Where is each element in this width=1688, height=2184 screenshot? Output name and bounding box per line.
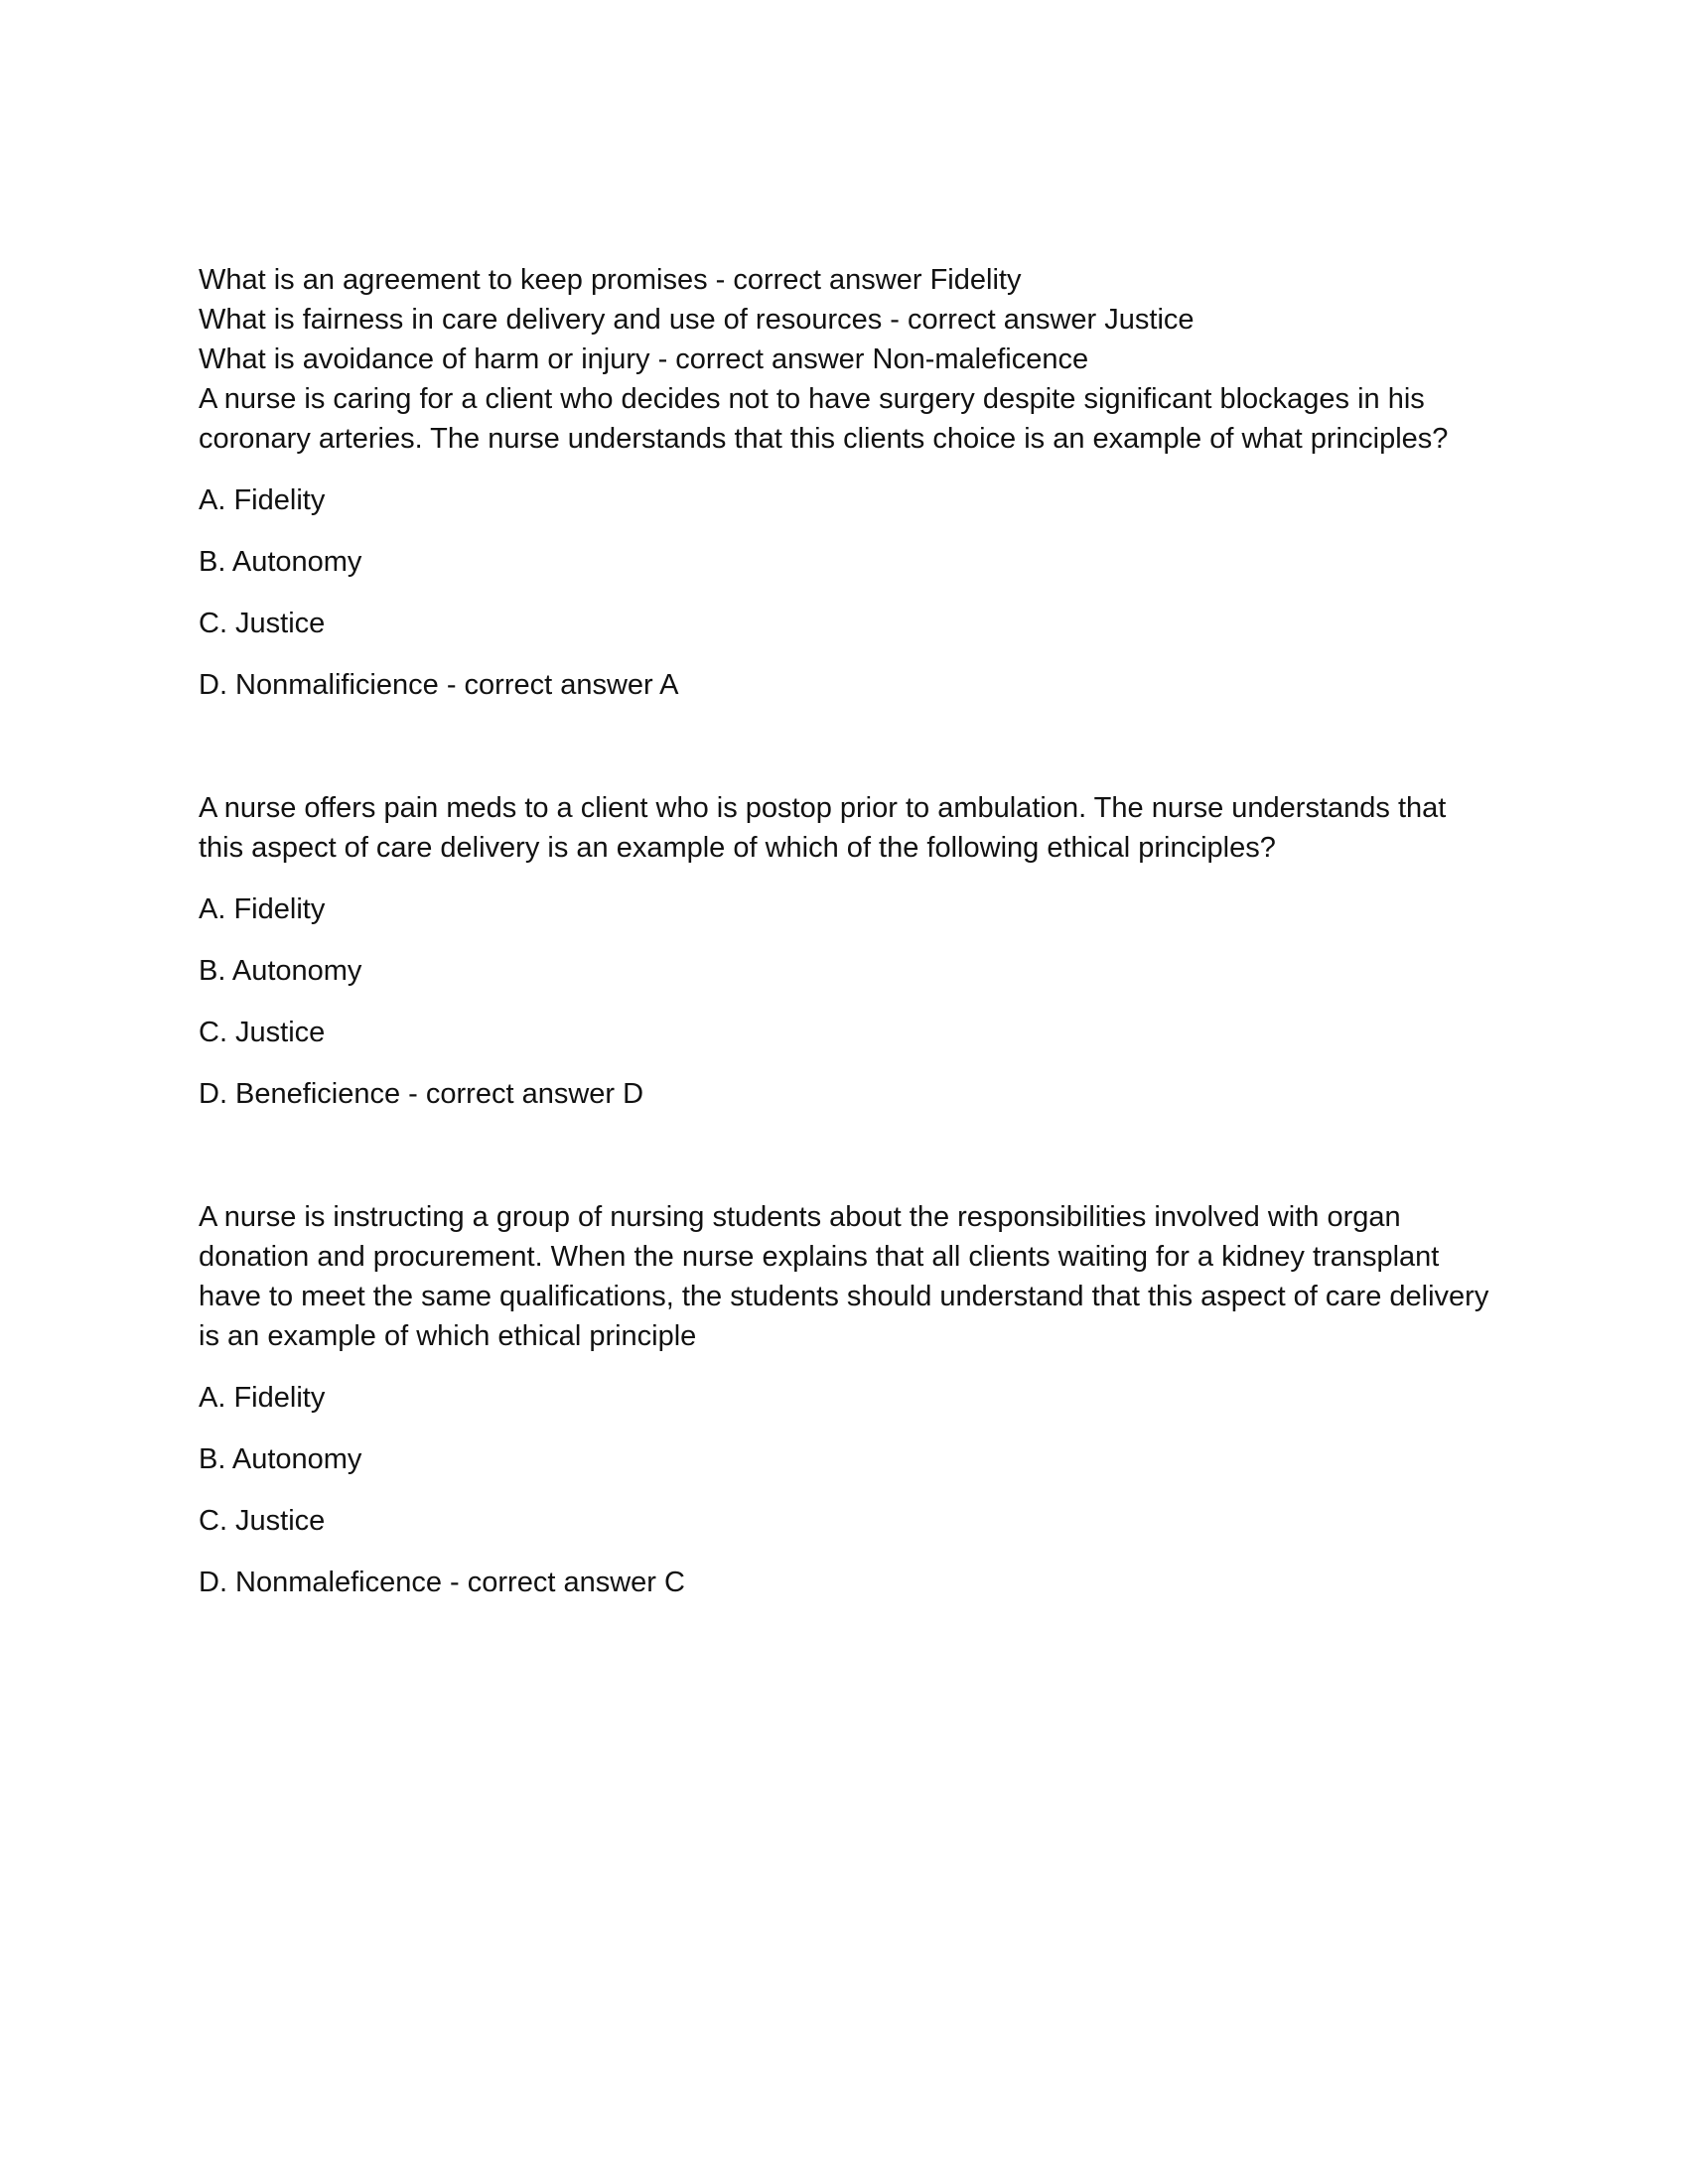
option-a: A. Fidelity <box>199 1382 326 1414</box>
option-d: D. Nonmalificience - correct answer A <box>199 669 679 701</box>
question-2 <box>199 788 1489 1114</box>
option-d: D. Nonmaleficence - correct answer C <box>199 1567 685 1598</box>
qa-item-justice: What is fairness in care delivery and use of resources - correct answer Justice <box>199 304 1195 336</box>
document-page <box>199 260 1489 1686</box>
option-a: A. Fidelity <box>199 893 326 925</box>
question-3 <box>199 1197 1489 1602</box>
option-b: B. Autonomy <box>199 1443 362 1475</box>
option-c: C. Justice <box>199 608 326 639</box>
qa-item-fidelity: What is an agreement to keep promises - correct answer Fidelity <box>199 264 1022 296</box>
option-b: B. Autonomy <box>199 955 362 987</box>
option-d: D. Beneficience - correct answer D <box>199 1078 644 1110</box>
option-c: C. Justice <box>199 1017 326 1048</box>
option-a: A. Fidelity <box>199 484 326 516</box>
question-stem: A nurse is instructing a group of nursing students about the responsibilities involved with organ donation and procurement. When the nurse explains that all clients waiting for a kidney transplant have to meet the same qualifications, the students should understand that this aspect of care delivery is an example of which ethical principle <box>199 1201 1489 1352</box>
qa-item-nonmaleficence: What is avoidance of harm or injury - correct answer Non-maleficence <box>199 343 1089 375</box>
option-b: B. Autonomy <box>199 546 362 578</box>
option-c: C. Justice <box>199 1505 326 1537</box>
question-stem: A nurse offers pain meds to a client who is postop prior to ambulation. The nurse understands that this aspect of care delivery is an example of which of the following ethical principles? <box>199 792 1447 864</box>
question-stem: A nurse is caring for a client who decides not to have surgery despite significant blockages in his coronary arteries. The nurse understands that this clients choice is an example of what principles? <box>199 383 1449 455</box>
question-1 <box>199 379 1489 705</box>
